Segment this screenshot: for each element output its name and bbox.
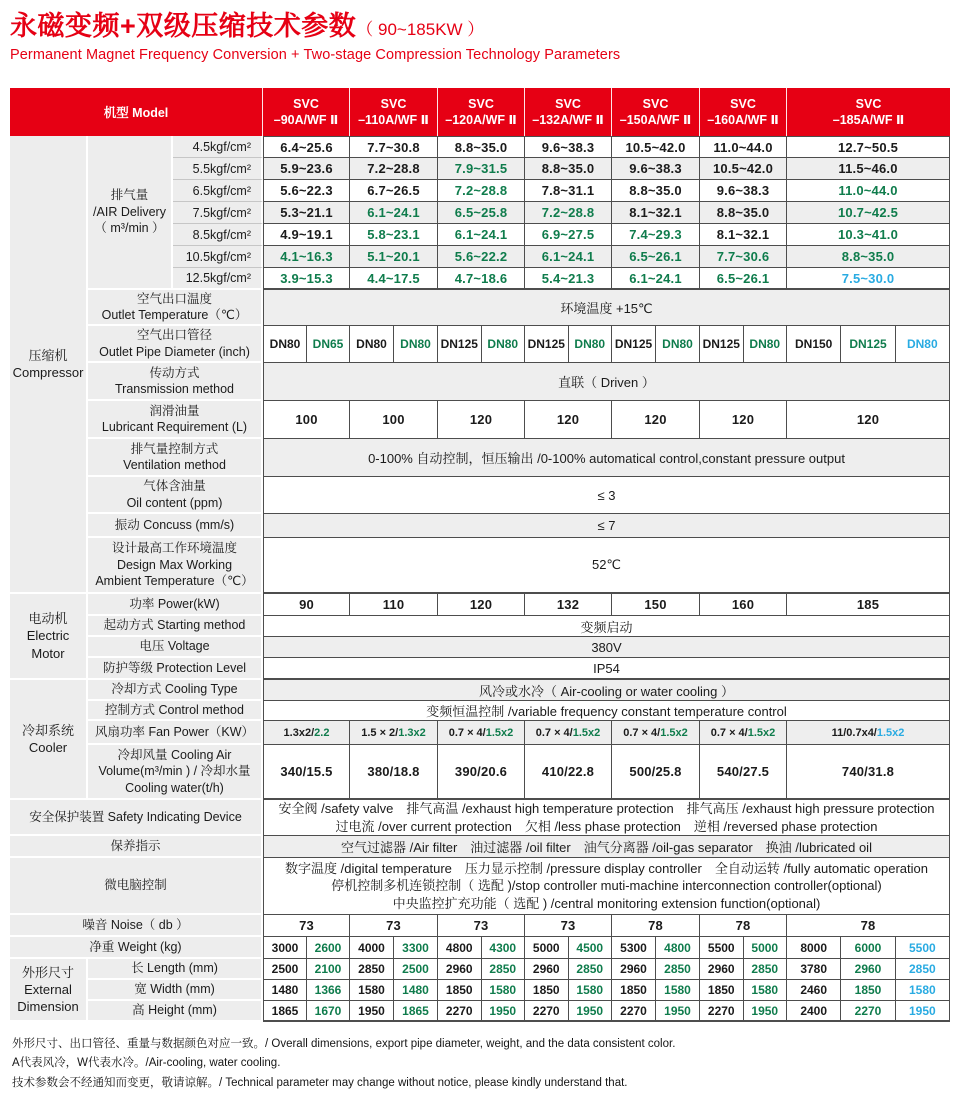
page-title [10,10,960,42]
row-pipe-value-5: DN125 DN80 [612,326,700,363]
air-value-4-2: 6.1~24.1 [350,202,438,224]
air-value-2-4: 8.8~35.0 [525,158,612,180]
model-header-2: SVC –110A/WF Ⅱ [350,88,438,136]
air-value-3-1: 5.6~22.3 [263,180,350,202]
row-height-value-1: 1865 1670 [263,1001,350,1022]
row-noise-value-4: 73 [525,915,612,937]
row-value-starting: 变频启动 [263,616,950,637]
air-value-3-5: 8.8~35.0 [612,180,700,202]
air-value-3-4: 7.8~31.1 [525,180,612,202]
row-noise-value-2: 73 [350,915,438,937]
air-pressure-4: 7.5kgf/cm² [173,202,263,224]
row-fan-value-6: 0.7 × 4/ 1.5x2 [700,721,787,745]
air-value-5-1: 4.9~19.1 [263,224,350,246]
category-dimension: 外形尺寸 External Dimension [10,959,88,1022]
model-header-label: 机型 Model [10,88,263,136]
row-fan-value-2: 1.5 × 2/ 1.3x2 [350,721,438,745]
air-value-6-7: 8.8~35.0 [787,246,950,268]
row-lubricant-value-7: 120 [787,401,950,439]
row-lubricant-value-2: 100 [350,401,438,439]
row-label-maintenance: 保养指示 [10,836,263,858]
air-value-2-5: 9.6~38.3 [612,158,700,180]
air-value-1-6: 11.0~44.0 [700,136,787,158]
air-value-6-4: 6.1~24.1 [525,246,612,268]
row-volume-value-1: 340/15.5 [263,745,350,800]
row-pipe-value-2: DN80 DN80 [350,326,438,363]
row-length-value-7: 3780 2960 2850 [787,959,950,980]
page-subtitle: Permanent Magnet Frequency Conversion + Two-stage Compression Technology Parameters [10,47,621,64]
row-label-power: 功率 Power(kW) [88,594,263,616]
row-length-value-2: 2850 2500 [350,959,438,980]
row-noise-value-1: 73 [263,915,350,937]
row-power-value-3: 120 [438,594,525,616]
row-width-value-6: 1850 1580 [700,980,787,1001]
air-value-7-2: 4.4~17.5 [350,268,438,290]
model-header-5: SVC –150A/WF Ⅱ [612,88,700,136]
air-value-5-4: 6.9~27.5 [525,224,612,246]
row-label-height: 高 Height (mm) [88,1001,263,1022]
row-weight-value-7: 8000 6000 5500 [787,937,950,959]
row-label-transmission: 传动方式 Transmission method [88,363,263,401]
air-value-5-3: 6.1~24.1 [438,224,525,246]
air-pressure-5: 8.5kgf/cm² [173,224,263,246]
air-value-1-3: 8.8~35.0 [438,136,525,158]
row-pipe-value-3: DN125 DN80 [438,326,525,363]
row-power-value-6: 160 [700,594,787,616]
row-length-value-5: 2960 2850 [612,959,700,980]
air-value-2-6: 10.5~42.0 [700,158,787,180]
row-label-width: 宽 Width (mm) [88,980,263,1001]
row-volume-value-3: 390/20.6 [438,745,525,800]
air-pressure-6: 10.5kgf/cm² [173,246,263,268]
air-value-7-3: 4.7~18.6 [438,268,525,290]
row-fan-value-5: 0.7 × 4/ 1.5x2 [612,721,700,745]
row-weight-value-2: 4000 3300 [350,937,438,959]
air-value-6-6: 7.7~30.6 [700,246,787,268]
air-value-2-3: 7.9~31.5 [438,158,525,180]
air-value-2-1: 5.9~23.6 [263,158,350,180]
row-label-control: 控制方式 Control method [88,701,263,721]
row-width-value-4: 1850 1580 [525,980,612,1001]
row-label-air-delivery: 排气量 /AIR Delivery （ m³/min ） [88,136,173,290]
row-lubricant-value-5: 120 [612,401,700,439]
row-label-cooling_type: 冷却方式 Cooling Type [88,680,263,701]
category-motor: 电动机 Electric Motor [10,594,88,680]
row-noise-value-3: 73 [438,915,525,937]
row-width-value-2: 1580 1480 [350,980,438,1001]
row-value-concuss: ≤ 7 [263,514,950,538]
row-value-transmission: 直联（ Driven ） [263,363,950,401]
row-noise-value-6: 78 [700,915,787,937]
row-width-value-5: 1850 1580 [612,980,700,1001]
row-volume-value-2: 380/18.8 [350,745,438,800]
row-power-value-2: 110 [350,594,438,616]
footer-note-color-legend: 外形尺寸、出口管径、重量与数据颜色对应一致。/ Overall dimensions, export pipe diameter, weight, and the data consistent color. [12,1038,676,1050]
row-label-fan: 风扇功率 Fan Power（KW） [88,721,263,745]
row-height-value-5: 2270 1950 [612,1001,700,1022]
air-value-4-5: 8.1~32.1 [612,202,700,224]
air-value-4-6: 8.8~35.0 [700,202,787,224]
air-value-7-5: 6.1~24.1 [612,268,700,290]
row-height-value-7: 2400 2270 1950 [787,1001,950,1022]
air-value-4-3: 6.5~25.8 [438,202,525,224]
row-value-voltage: 380V [263,637,950,658]
row-volume-value-6: 540/27.5 [700,745,787,800]
page-header [0,0,960,88]
row-height-value-3: 2270 1950 [438,1001,525,1022]
model-header-1: SVC –90A/WF Ⅱ [263,88,350,136]
air-value-6-2: 5.1~20.1 [350,246,438,268]
row-label-computer: 微电脑控制 [10,858,263,915]
row-weight-value-6: 5500 5000 [700,937,787,959]
footer-note-cooling-legend: A代表风冷，W代表水冷。/Air-cooling, water cooling. [12,1057,281,1070]
air-value-1-5: 10.5~42.0 [612,136,700,158]
row-lubricant-value-1: 100 [263,401,350,439]
air-value-1-2: 7.7~30.8 [350,136,438,158]
air-value-6-3: 5.6~22.2 [438,246,525,268]
model-header-3: SVC –120A/WF Ⅱ [438,88,525,136]
footer-note-disclaimer: 技术参数会不经通知而变更，敬请谅解。/ Technical parameter may change without notice, please kindly understand that. [12,1076,628,1089]
row-value-oil: ≤ 3 [263,477,950,514]
air-value-7-6: 6.5~26.1 [700,268,787,290]
row-value-protection: IP54 [263,658,950,680]
row-value-computer: 数字温度 /digital temperature 压力显示控制 /pressure display controller 全自动运转 /fully automatic operation 停机控制多机连锁控制（ 选配 )/stop controller muti-machine interconnection controller(optional) 中央监控扩充功能（ 选配 ) /central monitoring extension function(optional) [263,858,950,915]
air-value-3-2: 6.7~26.5 [350,180,438,202]
row-label-ventilation: 排气量控制方式 Ventilation method [88,439,263,477]
row-label-noise: 噪音 Noise（ db ） [10,915,263,937]
model-header-6: SVC –160A/WF Ⅱ [700,88,787,136]
row-weight-value-3: 4800 4300 [438,937,525,959]
air-value-6-1: 4.1~16.3 [263,246,350,268]
air-pressure-2: 5.5kgf/cm² [173,158,263,180]
row-value-cooling_type: 风冷或水冷（ Air-cooling or water cooling ） [263,680,950,701]
air-pressure-1: 4.5kgf/cm² [173,136,263,158]
row-volume-value-7: 740/31.8 [787,745,950,800]
row-pipe-value-6: DN125 DN80 [700,326,787,363]
air-value-4-4: 7.2~28.8 [525,202,612,224]
row-noise-value-5: 78 [612,915,700,937]
row-label-voltage: 电压 Voltage [88,637,263,658]
page-title-range: （ 90~185KW ） [356,20,485,39]
row-pipe-value-4: DN125 DN80 [525,326,612,363]
air-value-5-7: 10.3~41.0 [787,224,950,246]
air-pressure-7: 12.5kgf/cm² [173,268,263,290]
row-value-design: 52℃ [263,538,950,594]
category-cooler: 冷却系统 Cooler [10,680,88,800]
row-label-length: 长 Length (mm) [88,959,263,980]
row-length-value-6: 2960 2850 [700,959,787,980]
row-power-value-5: 150 [612,594,700,616]
row-fan-value-7: 11/0.7x4/ 1.5x2 [787,721,950,745]
model-header-4: SVC –132A/WF Ⅱ [525,88,612,136]
row-lubricant-value-3: 120 [438,401,525,439]
row-label-starting: 起动方式 Starting method [88,616,263,637]
model-header-7: SVC –185A/WF Ⅱ [787,88,950,136]
row-volume-value-4: 410/22.8 [525,745,612,800]
row-fan-value-1: 1.3x2/ 2.2 [263,721,350,745]
row-height-value-6: 2270 1950 [700,1001,787,1022]
row-pipe-value-7: DN150 DN125 DN80 [787,326,950,363]
row-label-oil: 气体含油量 Oil content (ppm) [88,477,263,514]
row-width-value-1: 1480 1366 [263,980,350,1001]
footer-notes [12,1035,960,1093]
row-weight-value-4: 5000 4500 [525,937,612,959]
row-value-safety: 安全阀 /safety valve 排气高温 /exhaust high temperature protection 排气高压 /exhaust high pressure protection 过电流 /over current protection 欠相 /less phase protection 逆相 /reversed phase protection [263,800,950,836]
air-value-1-4: 9.6~38.3 [525,136,612,158]
row-lubricant-value-6: 120 [700,401,787,439]
row-label-weight: 净重 Weight (kg) [10,937,263,959]
row-noise-value-7: 78 [787,915,950,937]
air-value-5-2: 5.8~23.1 [350,224,438,246]
row-lubricant-value-4: 120 [525,401,612,439]
air-value-3-3: 7.2~28.8 [438,180,525,202]
row-pipe-value-1: DN80 DN65 [263,326,350,363]
row-label-protection: 防护等级 Protection Level [88,658,263,680]
air-pressure-3: 6.5kgf/cm² [173,180,263,202]
row-fan-value-3: 0.7 × 4/ 1.5x2 [438,721,525,745]
air-value-7-4: 5.4~21.3 [525,268,612,290]
parameters-table [10,88,950,1022]
row-power-value-7: 185 [787,594,950,616]
row-power-value-4: 132 [525,594,612,616]
row-weight-value-5: 5300 4800 [612,937,700,959]
air-value-1-1: 6.4~25.6 [263,136,350,158]
row-width-value-7: 2460 1850 1580 [787,980,950,1001]
air-value-5-5: 7.4~29.3 [612,224,700,246]
row-label-concuss: 振动 Concuss (mm/s) [88,514,263,538]
row-label-design: 设计最高工作环境温度 Design Max Working Ambient Temperature（℃） [88,538,263,594]
row-value-maintenance: 空气过滤器 /Air filter 油过滤器 /oil filter 油气分离器 /oil-gas separator 换油 /lubricated oil [263,836,950,858]
air-value-4-7: 10.7~42.5 [787,202,950,224]
air-value-3-7: 11.0~44.0 [787,180,950,202]
row-height-value-2: 1950 1865 [350,1001,438,1022]
air-value-5-6: 8.1~32.1 [700,224,787,246]
row-label-safety: 安全保护装置 Safety Indicating Device [10,800,263,836]
row-width-value-3: 1850 1580 [438,980,525,1001]
air-value-2-7: 11.5~46.0 [787,158,950,180]
row-fan-value-4: 0.7 × 4/ 1.5x2 [525,721,612,745]
air-value-2-2: 7.2~28.8 [350,158,438,180]
row-label-lubricant: 润滑油量 Lubricant Requirement (L) [88,401,263,439]
air-value-7-1: 3.9~15.3 [263,268,350,290]
row-label-volume: 冷却风量 Cooling Air Volume(m³/min ) / 冷却水量 Cooling water(t/h) [88,745,263,800]
air-value-1-7: 12.7~50.5 [787,136,950,158]
air-value-7-7: 7.5~30.0 [787,268,950,290]
row-value-outlet_temp: 环境温度 +15℃ [263,290,950,326]
row-height-value-4: 2270 1950 [525,1001,612,1022]
page-title-cn: 永磁变频+双级压缩技术参数 [10,11,357,41]
row-length-value-1: 2500 2100 [263,959,350,980]
air-value-6-5: 6.5~26.1 [612,246,700,268]
category-compressor: 压缩机 Compressor [10,136,88,594]
row-weight-value-1: 3000 2600 [263,937,350,959]
row-label-outlet_temp: 空气出口温度 Outlet Temperature（℃） [88,290,263,326]
air-value-3-6: 9.6~38.3 [700,180,787,202]
row-length-value-3: 2960 2850 [438,959,525,980]
air-value-4-1: 5.3~21.1 [263,202,350,224]
row-length-value-4: 2960 2850 [525,959,612,980]
row-volume-value-5: 500/25.8 [612,745,700,800]
row-value-ventilation: 0-100% 自动控制，恒压输出 /0-100% automatical control,constant pressure output [263,439,950,477]
row-label-pipe: 空气出口管径 Outlet Pipe Diameter (inch) [88,326,263,363]
row-value-control: 变频恒温控制 /variable frequency constant temperature control [263,701,950,721]
row-power-value-1: 90 [263,594,350,616]
